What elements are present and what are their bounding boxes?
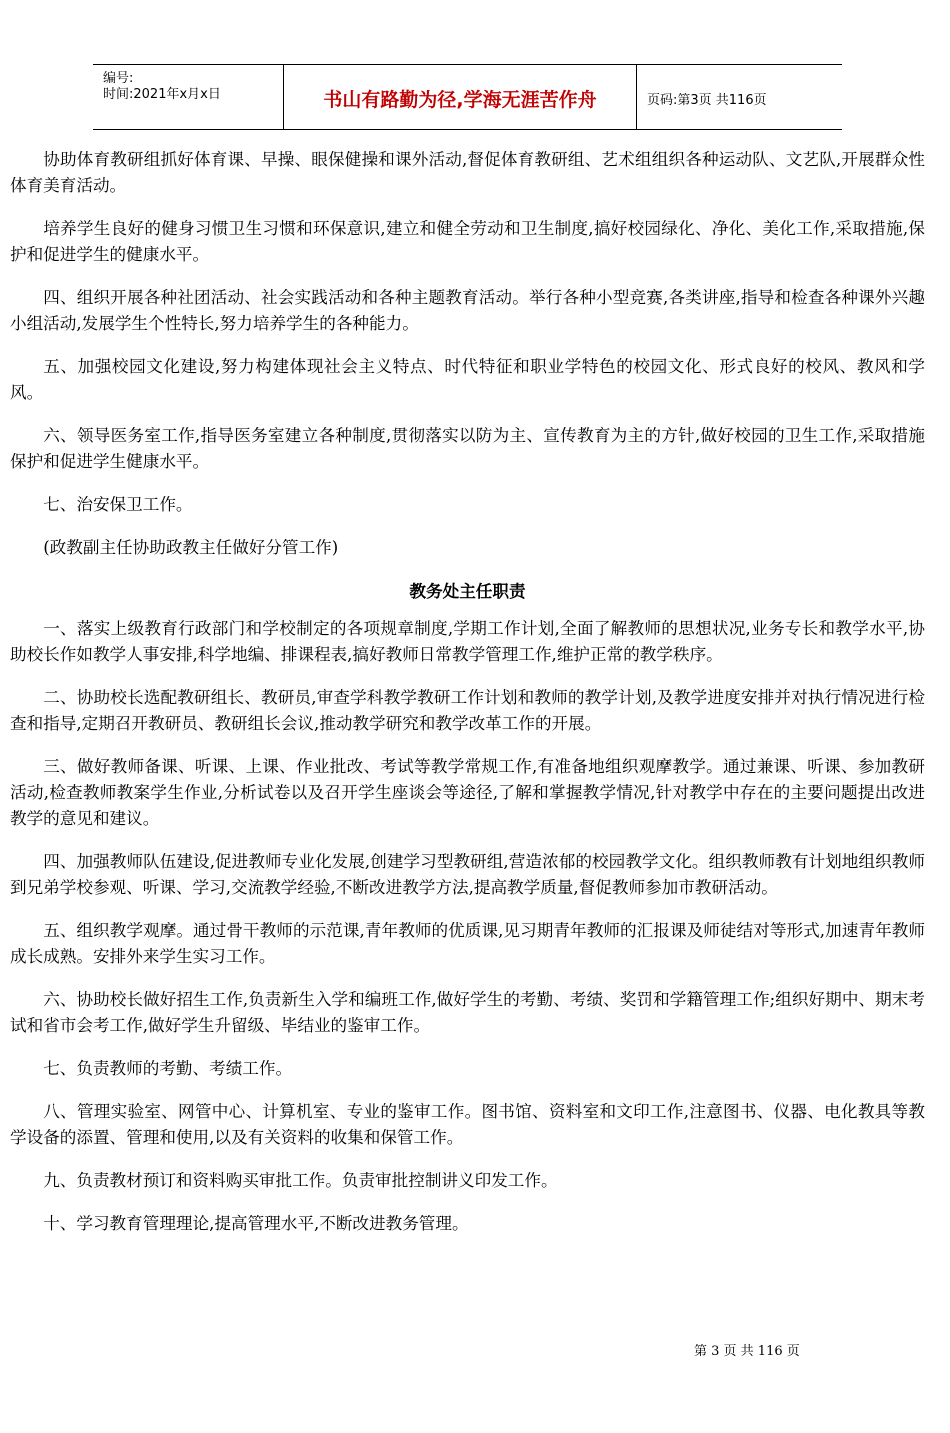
page-footer: 第 3 页 共 116 页 — [694, 1344, 800, 1359]
number-label: 编号: — [103, 71, 134, 86]
paragraph: 四、加强教师队伍建设,促进教师专业化发展,创建学习型教研组,营造浓郁的校园教学文化。组织教师教有计划地组织教师到兄弟学校参观、听课、学习,交流教学经验,不断改进教学方法,提高教学质量,督促教师参加市教研活动。 — [10, 852, 925, 897]
header-motto-cell — [284, 65, 637, 129]
paragraph: 五、组织教学观摩。通过骨干教师的示范课,青年教师的优质课,见习期青年教师的汇报课及师徒结对等形式,加速青年教师成长成熟。安排外来学生实习工作。 — [10, 921, 925, 966]
paragraph: 三、做好教师备课、听课、上课、作业批改、考试等教学常规工作,有准备地组织观摩教学。通过兼课、听课、参加教研活动,检查教师教案学生作业,分析试卷以及召开学生座谈会等途径,了解和掌握教学情况,针对教学中存在的主要问题提出改进教学的意见和建议。 — [10, 757, 925, 828]
paragraph: 九、负责教材预订和资料购买审批工作。负责审批控制讲义印发工作。 — [43, 1171, 558, 1190]
header-table — [93, 64, 842, 130]
header-meta-cell — [93, 65, 284, 129]
page-info: 页码:第3页 共116页 — [647, 93, 767, 108]
paragraph: (政教副主任协助政教主任做好分管工作) — [43, 538, 339, 557]
paragraph: 二、协助校长选配教研组长、教研员,审查学科教学教研工作计划和教师的教学计划,及教学进度安排并对执行情况进行检查和指导,定期召开教研员、教研组长会议,推动教学研究和教学改革工作的开展。 — [10, 688, 925, 733]
paragraph: 六、协助校长做好招生工作,负责新生入学和编班工作,做好学生的考勤、考绩、奖罚和学籍管理工作;组织好期中、期末考试和省市会考工作,做好学生升留级、毕结业的鉴审工作。 — [10, 990, 925, 1035]
paragraph: 七、负责教师的考勤、考绩工作。 — [43, 1059, 293, 1078]
paragraph: 五、加强校园文化建设,努力构建体现社会主义特点、时代特征和职业学特色的校园文化、形式良好的校风、教风和学风。 — [10, 357, 925, 402]
paragraph: 八、管理实验室、网管中心、计算机室、专业的鉴审工作。图书馆、资料室和文印工作,注意图书、仪器、电化教具等教学设备的添置、管理和使用,以及有关资料的收集和保管工作。 — [10, 1102, 925, 1147]
header-page-cell — [637, 65, 842, 129]
paragraph: 四、组织开展各种社团活动、社会实践活动和各种主题教育活动。举行各种小型竞赛,各类讲座,指导和检查各种课外兴趣小组活动,发展学生个性特长,努力培养学生的各种能力。 — [10, 288, 925, 333]
motto: 书山有路勤为径,学海无涯苦作舟 — [323, 89, 597, 111]
section-title: 教务处主任职责 — [409, 581, 526, 601]
paragraph: 培养学生良好的健身习惯卫生习惯和环保意识,建立和健全劳动和卫生制度,搞好校园绿化、净化、美化工作,采取措施,保护和促进学生的健康水平。 — [10, 219, 925, 264]
paragraph: 一、落实上级教育行政部门和学校制定的各项规章制度,学期工作计划,全面了解教师的思想状况,业务专长和教学水平,协助校长作如教学人事安排,科学地编、排课程表,搞好教师日常教学管理工作,维护正常的教学秩序。 — [10, 619, 925, 664]
body-text — [10, 147, 925, 1254]
paragraph: 协助体育教研组抓好体育课、早操、眼保健操和课外活动,督促体育教研组、艺术组组织各种运动队、文艺队,开展群众性体育美育活动。 — [10, 150, 925, 195]
date-label: 时间:2021年x月x日 — [103, 87, 221, 102]
paragraph: 十、学习教育管理理论,提高管理水平,不断改进教务管理。 — [43, 1214, 469, 1233]
paragraph: 六、领导医务室工作,指导医务室建立各种制度,贯彻落实以防为主、宣传教育为主的方针,做好校园的卫生工作,采取措施保护和促进学生健康水平。 — [10, 426, 925, 471]
paragraph: 七、治安保卫工作。 — [43, 495, 193, 514]
